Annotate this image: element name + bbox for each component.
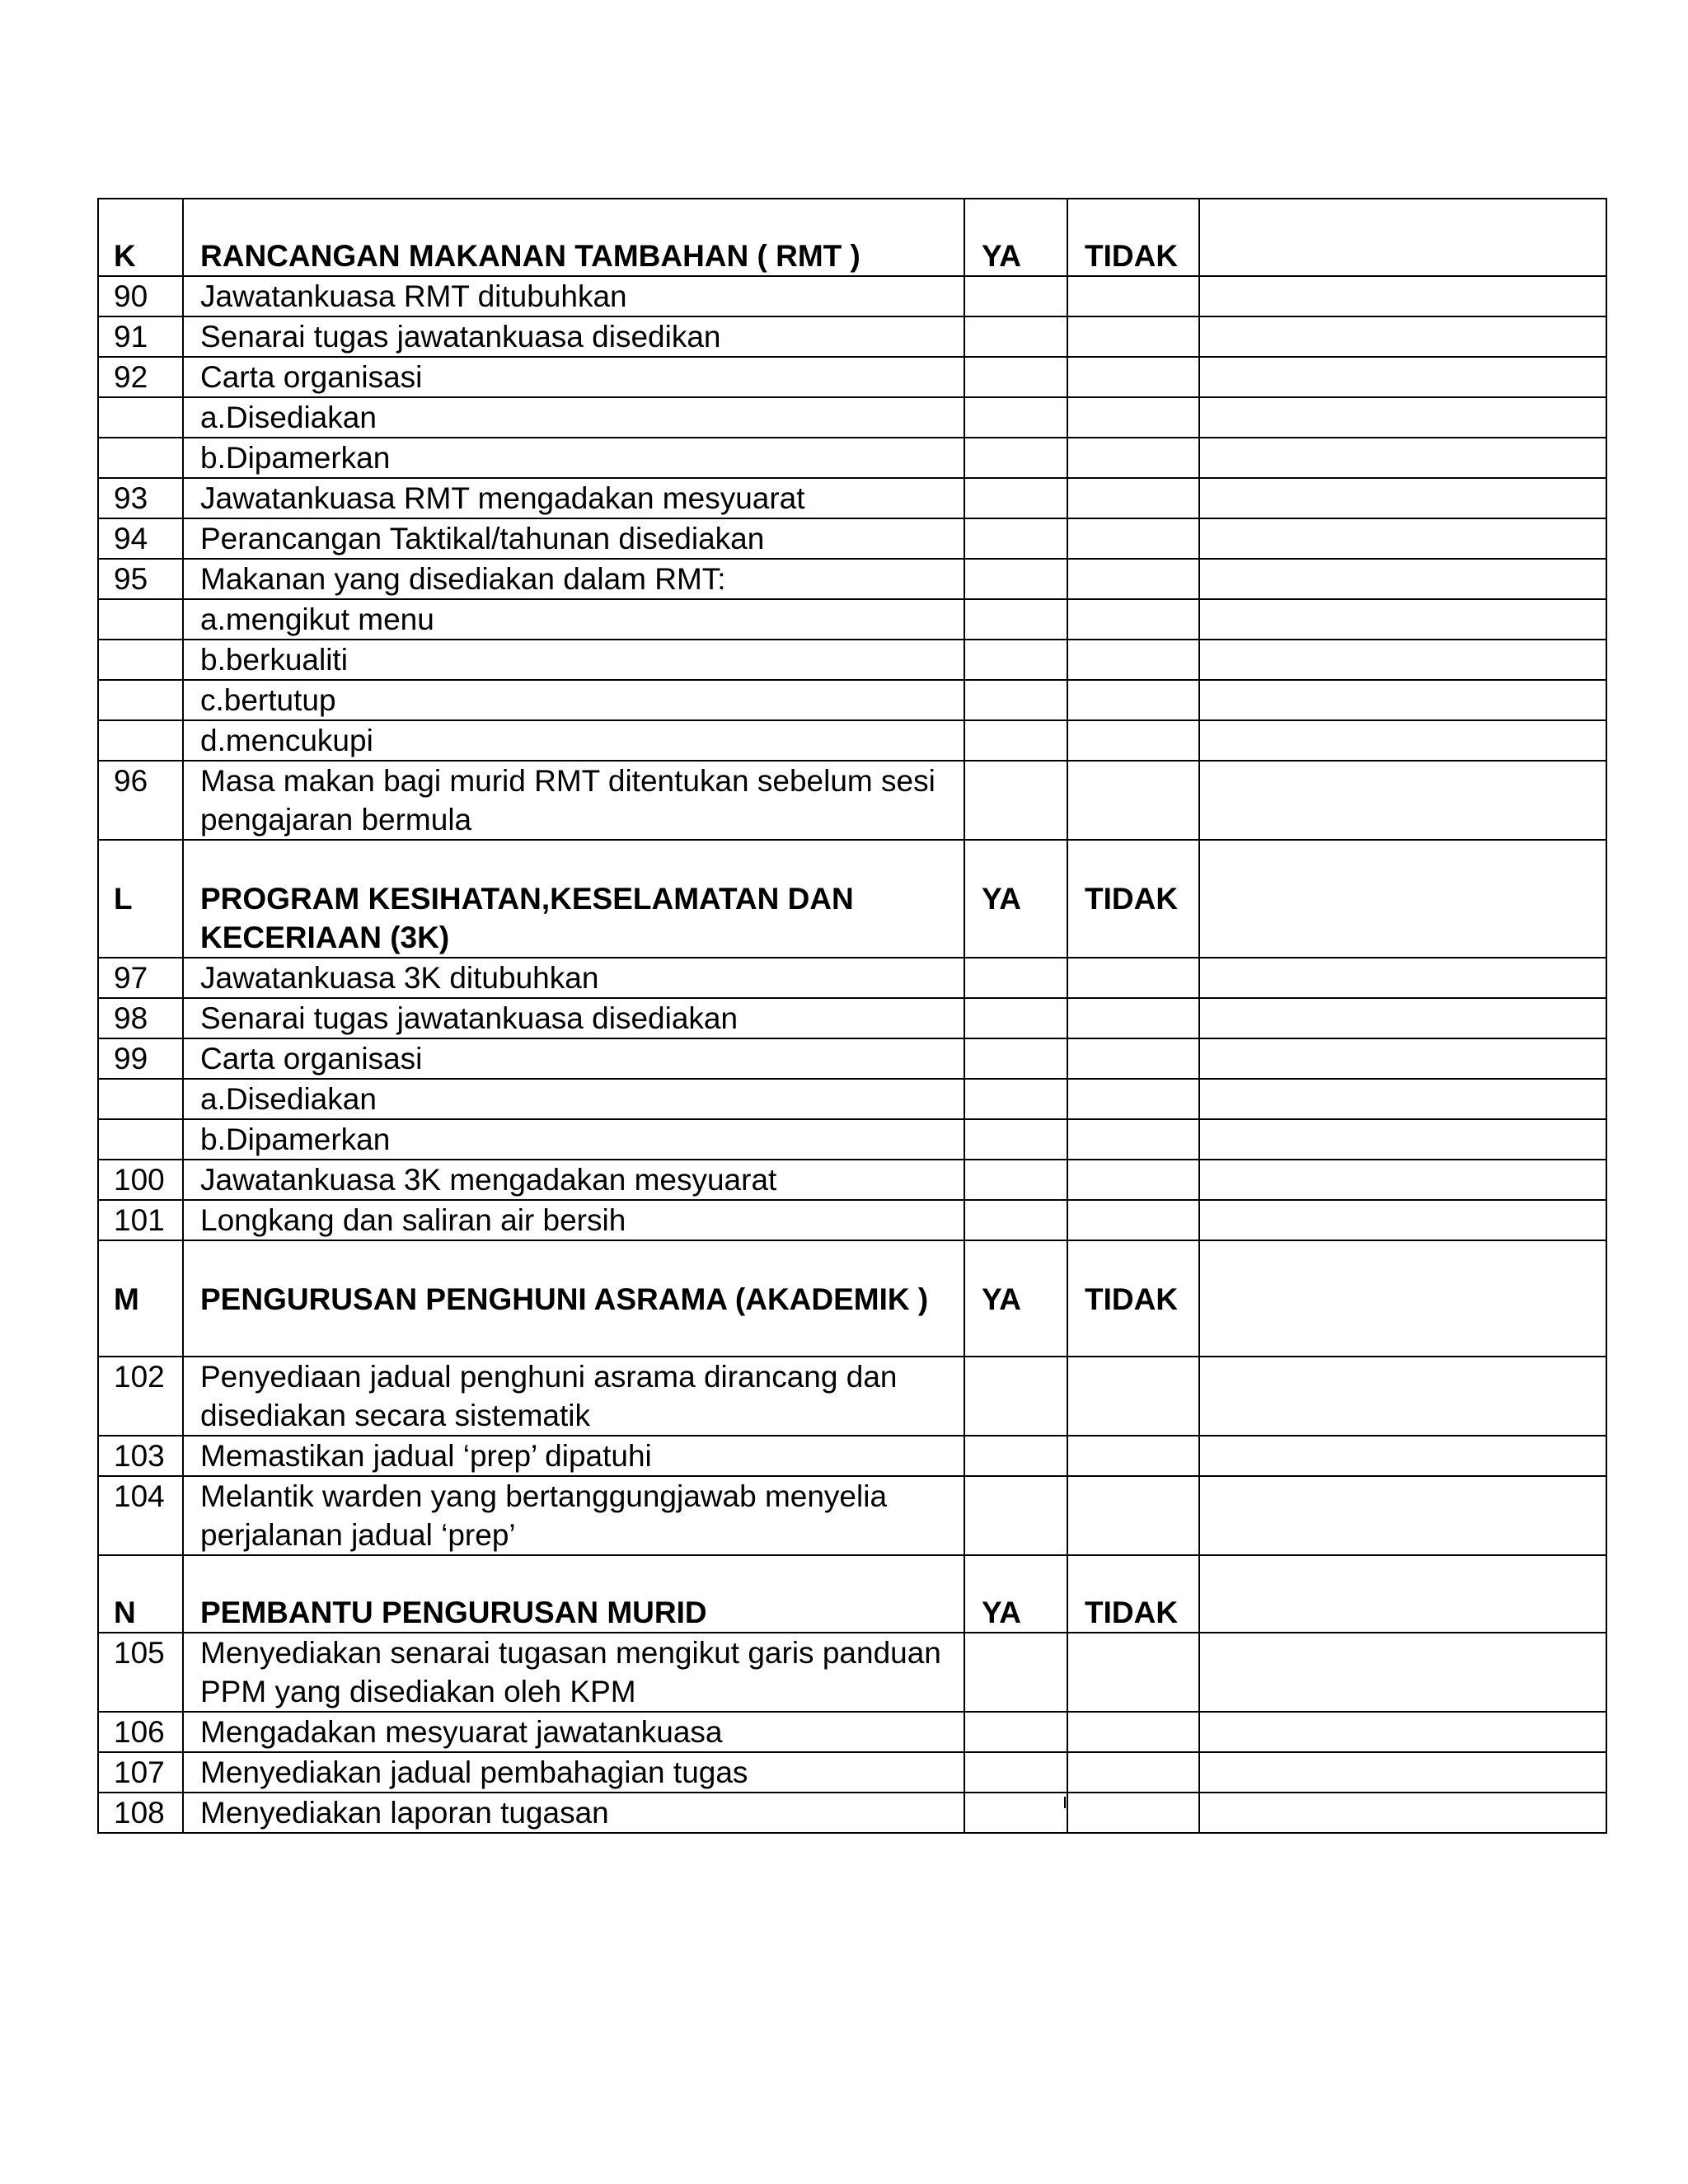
no-cell[interactable] (1067, 357, 1199, 397)
checklist-row (98, 1476, 1606, 1555)
item-description: a.Disediakan (183, 1079, 964, 1119)
yes-cell[interactable] (964, 1357, 1067, 1436)
remarks-cell[interactable] (1199, 1357, 1606, 1436)
yes-column-header: YA (964, 199, 1067, 276)
remarks-cell[interactable] (1199, 1476, 1606, 1555)
item-number: 100 (98, 1160, 183, 1200)
remarks-cell[interactable] (1199, 1240, 1606, 1357)
item-number (98, 438, 183, 478)
yes-cell[interactable] (964, 599, 1067, 640)
remarks-cell[interactable] (1199, 1793, 1606, 1833)
no-cell[interactable] (1067, 438, 1199, 478)
item-number: 97 (98, 958, 183, 998)
no-cell[interactable] (1067, 1357, 1199, 1436)
no-cell[interactable] (1067, 1633, 1199, 1712)
no-cell[interactable] (1067, 1119, 1199, 1160)
no-column-header: TIDAK (1067, 199, 1199, 276)
section-title: PENGURUSAN PENGHUNI ASRAMA (AKADEMIK ) (183, 1240, 964, 1357)
remarks-cell[interactable] (1199, 761, 1606, 840)
item-description: Menyediakan jadual pembahagian tugas (183, 1752, 964, 1793)
item-description: Mengadakan mesyuarat jawatankuasa (183, 1712, 964, 1752)
remarks-cell[interactable] (1199, 720, 1606, 761)
yes-cell[interactable] (964, 958, 1067, 998)
no-column-header: TIDAK (1067, 1240, 1199, 1357)
item-number: 104 (98, 1476, 183, 1555)
item-number: 107 (98, 1752, 183, 1793)
checklist-row (98, 1357, 1606, 1436)
no-cell[interactable] (1067, 761, 1199, 840)
checklist-row (98, 958, 1606, 998)
remarks-cell[interactable] (1199, 1119, 1606, 1160)
no-cell[interactable] (1067, 1160, 1199, 1200)
checklist-row (98, 1752, 1606, 1793)
remarks-cell[interactable] (1199, 1160, 1606, 1200)
item-number: 98 (98, 998, 183, 1038)
item-number: 90 (98, 276, 183, 316)
item-number: 106 (98, 1712, 183, 1752)
item-description: c.bertutup (183, 680, 964, 720)
yes-cell[interactable] (964, 998, 1067, 1038)
item-description: Penyediaan jadual penghuni asrama dirancang dan disediakan secara sistematik (183, 1357, 964, 1436)
table-border-stub (1064, 1797, 1066, 1808)
item-number (98, 640, 183, 680)
checklist-row (98, 276, 1606, 316)
no-cell[interactable] (1067, 1200, 1199, 1240)
yes-column-header: YA (964, 1240, 1067, 1357)
item-description: Memastikan jadual ‘prep’ dipatuhi (183, 1436, 964, 1476)
no-cell[interactable] (1067, 599, 1199, 640)
item-description: Masa makan bagi murid RMT ditentukan sebelum sesi pengajaran bermula (183, 761, 964, 840)
remarks-cell[interactable] (1199, 397, 1606, 438)
item-description: Menyediakan senarai tugasan mengikut garis panduan PPM yang disediakan oleh KPM (183, 1633, 964, 1712)
remarks-cell[interactable] (1199, 478, 1606, 518)
yes-cell[interactable] (964, 1436, 1067, 1476)
checklist-row (98, 518, 1606, 559)
checklist-row (98, 478, 1606, 518)
yes-cell[interactable] (964, 720, 1067, 761)
item-number: 93 (98, 478, 183, 518)
remarks-cell[interactable] (1199, 680, 1606, 720)
checklist-row (98, 1436, 1606, 1476)
item-number: 108 (98, 1793, 183, 1833)
item-description: Senarai tugas jawatankuasa disedikan (183, 316, 964, 357)
yes-cell[interactable] (964, 276, 1067, 316)
section-header-row (98, 840, 1606, 958)
remarks-cell[interactable] (1199, 1079, 1606, 1119)
item-description: Jawatankuasa RMT ditubuhkan (183, 276, 964, 316)
remarks-cell[interactable] (1199, 1555, 1606, 1633)
no-cell[interactable] (1067, 316, 1199, 357)
item-description: Jawatankuasa 3K ditubuhkan (183, 958, 964, 998)
yes-cell[interactable] (964, 1200, 1067, 1240)
yes-column-header: YA (964, 1555, 1067, 1633)
item-description: b.Dipamerkan (183, 438, 964, 478)
yes-cell[interactable] (964, 761, 1067, 840)
yes-cell[interactable] (964, 1160, 1067, 1200)
item-number (98, 720, 183, 761)
item-description: Melantik warden yang bertanggungjawab menyelia perjalanan jadual ‘prep’ (183, 1476, 964, 1555)
yes-cell[interactable] (964, 1079, 1067, 1119)
no-cell[interactable] (1067, 1712, 1199, 1752)
section-header-row (98, 1555, 1606, 1633)
remarks-cell[interactable] (1199, 1712, 1606, 1752)
no-cell[interactable] (1067, 680, 1199, 720)
checklist-row (98, 1119, 1606, 1160)
item-description: d.mencukupi (183, 720, 964, 761)
no-cell[interactable] (1067, 518, 1199, 559)
section-letter: N (98, 1555, 183, 1633)
remarks-cell[interactable] (1199, 958, 1606, 998)
checklist-row (98, 559, 1606, 599)
yes-column-header: YA (964, 840, 1067, 958)
checklist-row (98, 397, 1606, 438)
yes-cell[interactable] (964, 1476, 1067, 1555)
item-description: Carta organisasi (183, 1038, 964, 1079)
remarks-cell[interactable] (1199, 1200, 1606, 1240)
item-number: 96 (98, 761, 183, 840)
item-description: a.mengikut menu (183, 599, 964, 640)
checklist-row (98, 1712, 1606, 1752)
remarks-cell[interactable] (1199, 357, 1606, 397)
section-title: PEMBANTU PENGURUSAN MURID (183, 1555, 964, 1633)
item-description: b.Dipamerkan (183, 1119, 964, 1160)
remarks-cell[interactable] (1199, 276, 1606, 316)
yes-cell[interactable] (964, 559, 1067, 599)
checklist-row (98, 599, 1606, 640)
checklist-row (98, 1793, 1606, 1833)
yes-cell[interactable] (964, 1633, 1067, 1712)
yes-cell[interactable] (964, 438, 1067, 478)
checklist-row (98, 438, 1606, 478)
yes-cell[interactable] (964, 357, 1067, 397)
item-number (98, 1079, 183, 1119)
no-cell[interactable] (1067, 640, 1199, 680)
section-header-row (98, 1240, 1606, 1357)
remarks-cell[interactable] (1199, 998, 1606, 1038)
remarks-cell[interactable] (1199, 316, 1606, 357)
checklist-row (98, 640, 1606, 680)
item-number: 101 (98, 1200, 183, 1240)
item-number: 92 (98, 357, 183, 397)
checklist-row (98, 1079, 1606, 1119)
section-header-row (98, 199, 1606, 276)
no-cell[interactable] (1067, 397, 1199, 438)
item-description: b.berkualiti (183, 640, 964, 680)
no-cell[interactable] (1067, 720, 1199, 761)
item-number: 95 (98, 559, 183, 599)
yes-cell[interactable] (964, 640, 1067, 680)
yes-cell[interactable] (964, 1712, 1067, 1752)
no-cell[interactable] (1067, 958, 1199, 998)
no-cell[interactable] (1067, 1038, 1199, 1079)
remarks-cell[interactable] (1199, 199, 1606, 276)
item-description: Carta organisasi (183, 357, 964, 397)
checklist-row (98, 316, 1606, 357)
item-description: Senarai tugas jawatankuasa disediakan (183, 998, 964, 1038)
item-description: Jawatankuasa 3K mengadakan mesyuarat (183, 1160, 964, 1200)
no-column-header: TIDAK (1067, 840, 1199, 958)
no-cell[interactable] (1067, 1752, 1199, 1793)
item-number (98, 599, 183, 640)
remarks-cell[interactable] (1199, 840, 1606, 958)
yes-cell[interactable] (964, 1752, 1067, 1793)
remarks-cell[interactable] (1199, 1038, 1606, 1079)
yes-cell[interactable] (964, 518, 1067, 559)
checklist-row (98, 680, 1606, 720)
item-description: Makanan yang disediakan dalam RMT: (183, 559, 964, 599)
no-cell[interactable] (1067, 998, 1199, 1038)
item-number (98, 680, 183, 720)
item-description: Longkang dan saliran air bersih (183, 1200, 964, 1240)
yes-cell[interactable] (964, 680, 1067, 720)
checklist-row (98, 1038, 1606, 1079)
checklist-row (98, 761, 1606, 840)
no-cell[interactable] (1067, 1793, 1199, 1833)
yes-cell[interactable] (964, 1793, 1067, 1833)
no-column-header: TIDAK (1067, 1555, 1199, 1633)
section-title: RANCANGAN MAKANAN TAMBAHAN ( RMT ) (183, 199, 964, 276)
yes-cell[interactable] (964, 397, 1067, 438)
remarks-cell[interactable] (1199, 1752, 1606, 1793)
remarks-cell[interactable] (1199, 1633, 1606, 1712)
item-number: 94 (98, 518, 183, 559)
section-letter: K (98, 199, 183, 276)
item-number: 99 (98, 1038, 183, 1079)
no-cell[interactable] (1067, 478, 1199, 518)
checklist-row (98, 1200, 1606, 1240)
remarks-cell[interactable] (1199, 559, 1606, 599)
item-number: 103 (98, 1436, 183, 1476)
checklist-row (98, 1633, 1606, 1712)
item-description: a.Disediakan (183, 397, 964, 438)
item-number (98, 397, 183, 438)
item-description: Menyediakan laporan tugasan (183, 1793, 964, 1833)
item-number: 102 (98, 1357, 183, 1436)
yes-cell[interactable] (964, 478, 1067, 518)
section-letter: M (98, 1240, 183, 1357)
item-number: 91 (98, 316, 183, 357)
remarks-cell[interactable] (1199, 1436, 1606, 1476)
no-cell[interactable] (1067, 1436, 1199, 1476)
checklist-row (98, 357, 1606, 397)
item-number: 105 (98, 1633, 183, 1712)
item-description: Jawatankuasa RMT mengadakan mesyuarat (183, 478, 964, 518)
item-description: Perancangan Taktikal/tahunan disediakan (183, 518, 964, 559)
remarks-cell[interactable] (1199, 640, 1606, 680)
section-title: PROGRAM KESIHATAN,KESELAMATAN DAN KECERIAAN (3K) (183, 840, 964, 958)
yes-cell[interactable] (964, 1119, 1067, 1160)
checklist-row (98, 998, 1606, 1038)
yes-cell[interactable] (964, 1038, 1067, 1079)
no-cell[interactable] (1067, 559, 1199, 599)
remarks-cell[interactable] (1199, 518, 1606, 559)
inspection-checklist-table (97, 198, 1607, 1834)
no-cell[interactable] (1067, 276, 1199, 316)
no-cell[interactable] (1067, 1476, 1199, 1555)
section-letter: L (98, 840, 183, 958)
checklist-row (98, 720, 1606, 761)
no-cell[interactable] (1067, 1079, 1199, 1119)
item-number (98, 1119, 183, 1160)
remarks-cell[interactable] (1199, 438, 1606, 478)
checklist-row (98, 1160, 1606, 1200)
remarks-cell[interactable] (1199, 599, 1606, 640)
yes-cell[interactable] (964, 316, 1067, 357)
